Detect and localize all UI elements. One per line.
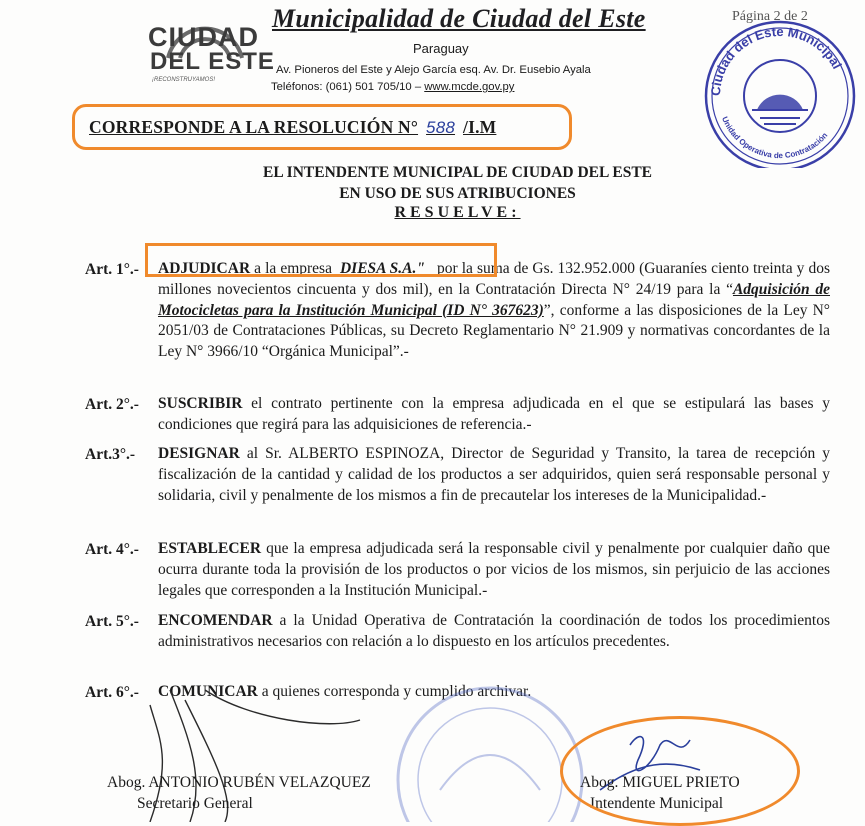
article-3-body: al Sr. ALBERTO ESPINOZA, Director de Seguridad y Transito, la tarea de recepción y fiscalización de la cantidad y calidad de los productos a ser adquiridos, quien será responsable personal y solidaria, civil y penalmente de los mismos a fin de precautelar los intereses de la Municipalidad.- [158, 445, 830, 504]
svg-text:Unidad Operativa de Contrataci [720, 115, 829, 160]
article-5-text [158, 611, 830, 653]
company-name: DIESA S.A." [339, 260, 425, 277]
logo-text-line1: CIUDAD [148, 22, 259, 52]
official-stamp [698, 18, 863, 168]
article-2-text [158, 394, 830, 436]
left-signer-title: Secretario General [137, 795, 253, 812]
article-1-pre-company: a la empresa [250, 260, 332, 277]
resolution-suffix: /I.M [463, 117, 497, 137]
article-5-body: a la Unidad Operativa de Contratación la coordinación de todos los procedimientos administrativos necesarios con relación a lo dispuesto en los artículos precedentes. [158, 612, 830, 650]
article-6-label: Art. 6°.- [85, 684, 139, 701]
faded-municipal-seal [398, 688, 582, 822]
article-2-label: Art. 2°.- [85, 396, 139, 413]
contact-line [271, 81, 514, 93]
article-4-verb: ESTABLECER [158, 540, 262, 557]
logo-tagline: ¡RECONSTRUYAMOS! [152, 77, 216, 83]
article-6-text [158, 682, 830, 703]
right-signer-title: Intendente Municipal [590, 795, 723, 812]
resolution-highlight-box [72, 104, 572, 150]
country-name: Paraguay [413, 41, 469, 56]
left-signer-name: Abog. ANTONIO RUBÉN VELAZQUEZ [107, 774, 371, 791]
article-2-body: el contrato pertinente con la empresa adjudicada en el que se estipulará las bases y condiciones que regirá para las adquisiciones de referencia.- [158, 395, 830, 433]
signature-highlight-circle [560, 716, 800, 826]
article-3-verb: DESIGNAR [158, 445, 240, 462]
article-3-text [158, 444, 830, 506]
article-5-verb: ENCOMENDAR [158, 612, 273, 629]
stamp-emblem [752, 96, 808, 124]
article-5-label: Art. 5°.- [85, 613, 139, 630]
article-4-text [158, 539, 830, 601]
article-6-verb: COMUNICAR [158, 683, 258, 700]
resolution-number-handwritten: 588 [426, 118, 456, 137]
article-4-body: que la empresa adjudicada será la responsable civil y penalmente por cualquier daño que ocurra durante toda la provisión de los productos o por vicios de los mismos, sin perjuicio de las acciones legales que corresponden a la Institución Municipal.- [158, 540, 830, 599]
procurement-object: Adquisición de Motocicletas para la Institución Municipal (ID N° 367623) [158, 280, 830, 319]
article-3-label: Art.3°.- [85, 446, 136, 463]
logo-text-line2: DEL ESTE [150, 48, 275, 75]
heading-line-1: EL INTENDENTE MUNICIPAL DE CIUDAD DEL ESTE [262, 164, 653, 181]
municipality-title: Municipalidad de Ciudad del Este [272, 4, 646, 33]
article-1-text-part2: ”, conforme a las disposiciones de la Ley N° 2051/03 de Contrataciones Públicas, su Decreto Reglamentario N° 21.909 y normativas concordantes de la Ley N° 3966/10 “Orgánica Municipal”.- [158, 301, 830, 361]
resolution-prefix: CORRESPONDE A LA RESOLUCIÓN N° [89, 117, 419, 137]
phones-text: Teléfonos: (061) 501 705/10 – [271, 81, 425, 93]
address: Av. Pioneros del Este y Alejo García esq. Av. Dr. Eusebio Ayala [276, 64, 591, 76]
page-number: Página 2 de 2 [732, 9, 808, 24]
heading-line-2: EN USO DE SUS ATRIBUCIONES [339, 185, 576, 202]
heading-resuelve: RESUELVE: [394, 204, 521, 221]
right-signer-name: Abog. MIGUEL PRIETO [580, 774, 740, 791]
article-6-body: a quienes corresponda y cumplido archivar. [257, 683, 532, 700]
article-2-verb: SUSCRIBIR [158, 395, 243, 412]
website-link[interactable]: www.mcde.gov.py [424, 81, 515, 93]
stamp-bottom-text: Unidad Operativa de Contratación [720, 115, 830, 161]
article-1-label: Art. 1°.- [85, 261, 139, 278]
article-4-label: Art. 4°.- [85, 541, 139, 558]
stamp-top-text: Ciudad del Este Municipal [707, 23, 845, 97]
article-1-text-part1: por la suma de Gs. 132.952.000 (Guaraníes ciento treinta y dos millones novecientos cincuenta y dos mil), en la Contratación Directa N° 24/19 para la “ [158, 260, 830, 298]
adjudicar-highlight-box [145, 243, 497, 277]
article-1-verb: ADJUDICAR [158, 260, 251, 277]
